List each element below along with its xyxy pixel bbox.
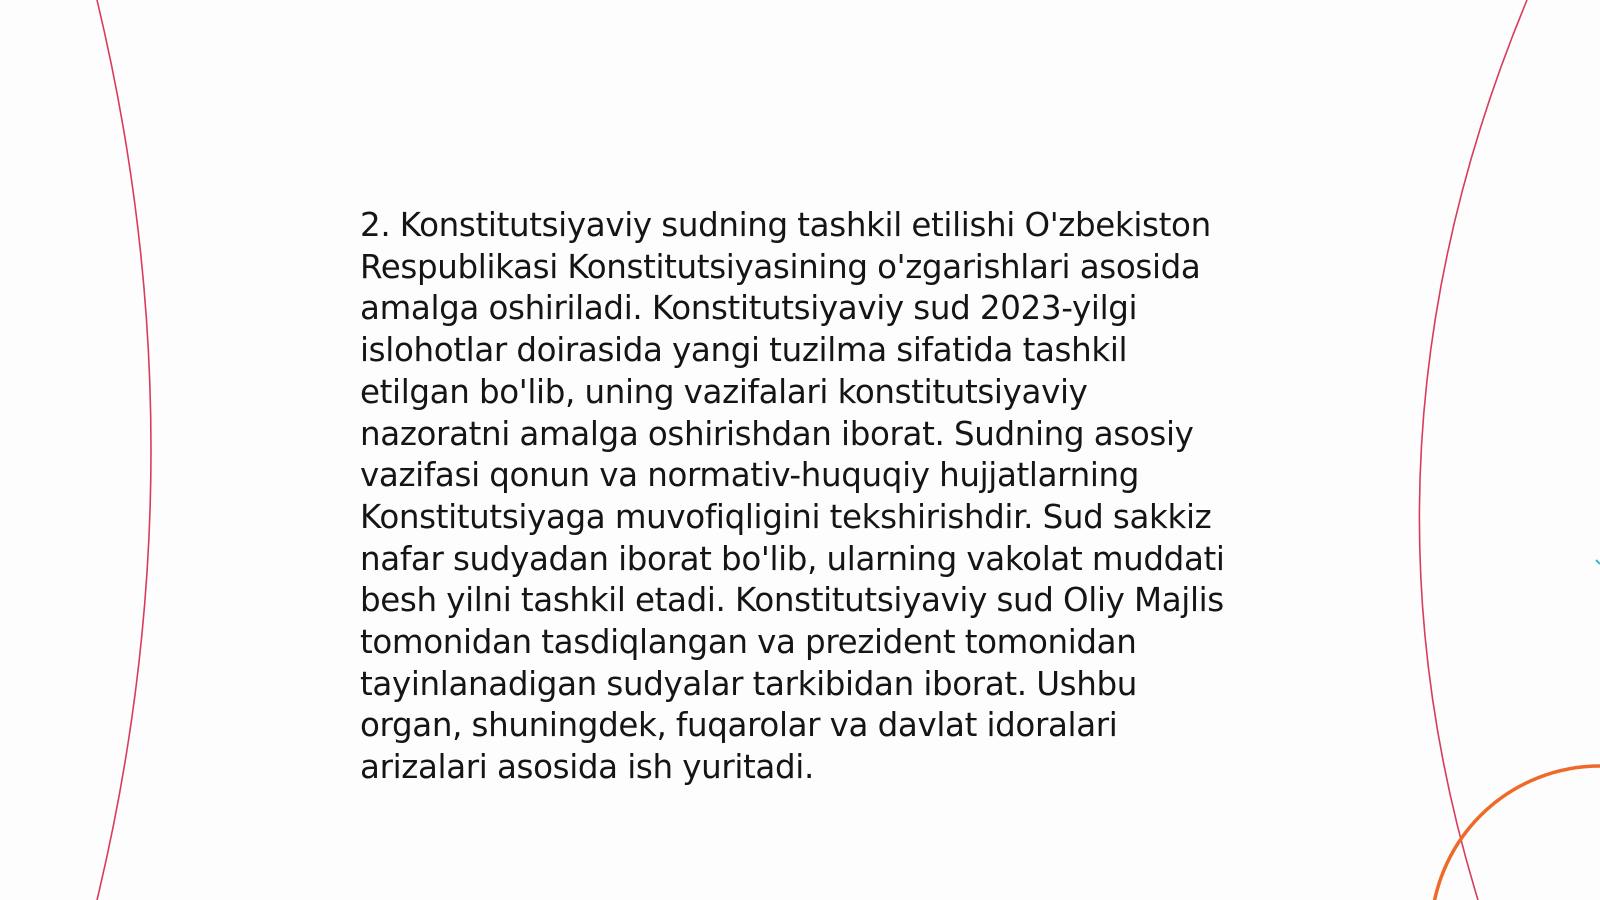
left-arc-decoration <box>97 0 151 900</box>
right-arc-decoration <box>1419 0 1527 900</box>
teal-accent-decoration <box>1596 560 1600 564</box>
slide-body-paragraph: 2. Konstitutsiyaviy sudning tashkil etilishi O'zbekiston Respublikasi Konstitutsiyasining o'zgarishlari asosida amalga oshiriladi. Konstitutsiyaviy sud 2023-yilgi islohotlar doirasida yangi tuzilma sifatida tashkil etilgan bo'lib, uning vazifalari konstitutsiyaviy nazoratni amalga oshirishdan iborat. Sudning asosiy vazifasi qonun va normativ-huquqiy hujjatlarning Konstitutsiyaga muvofiqligini tekshirishdir. Sud sakkiz nafar sudyadan iborat bo'lib, ularning vakolat muddati besh yilni tashkil etadi. Konstitutsiyaviy sud Oliy Majlis tomonidan tasdiqlangan va prezident tomonidan tayinlanadigan sudyalar tarkibidan iborat. Ushbu organ, shuningdek, fuqarolar va davlat idoralari arizalari asosida ish yuritadi. <box>360 206 1225 787</box>
orange-ring-decoration <box>1431 766 1600 900</box>
